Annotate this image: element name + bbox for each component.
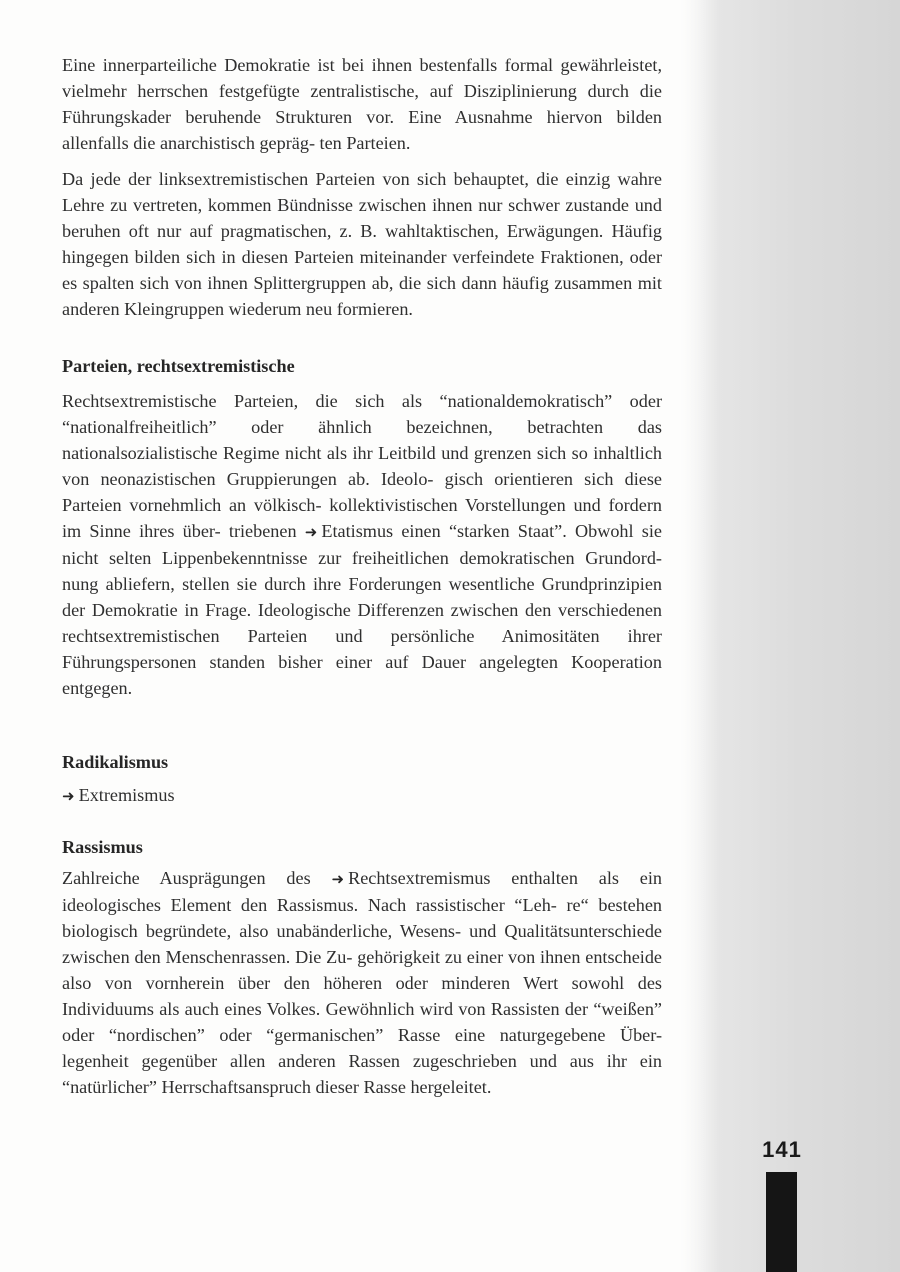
intro-paragraph-2: Da jede der linksextremistischen Parteien von sich behauptet, die einzig wahre Lehre zu vertreten, kommen Bündnisse zwischen ihnen nur schwer zustande und beruhen oft nur auf pragmatischen, z. B. wahltaktischen, Erwägungen. Häufig hingegen bilden sich in diesen Parteien miteinander verfeindete Fraktionen, oder es spalten sich von ihnen Splittergruppen ab, die sich dann häufig zusammen mit anderen Kleingruppen wiederum neu formieren. xyxy=(62,169,662,319)
cross-reference-arrow-icon: ➜ xyxy=(62,787,75,805)
parteien-text-part-b: Etatismus einen “starken Staat”. Obwohl sie nicht selten Lippenbekenntnisse zur freiheitlichen demokratischen Grundord- nung abliefern, stellen sie durch ihre Forderungen wesentliche Grundprinzipien der Demokratie in Frage. Ideologische Differenzen zwischen den verschiedenen rechtsextremistischen Parteien und persönliche Animositäten ihrer Führungspersonen standen bisher einer auf Dauer angelegten Kooperation entgegen. xyxy=(62,521,663,698)
heading-parteien-rechtsextremistische: Parteien, rechtsextremistische xyxy=(62,356,295,376)
rassismus-text-part-a: Zahlreiche Ausprägungen des xyxy=(62,868,311,888)
page-margin-shadow xyxy=(680,0,900,1272)
heading-rassismus: Rassismus xyxy=(62,837,143,857)
heading-radikalismus: Radikalismus xyxy=(62,752,169,772)
text-column xyxy=(62,52,662,1100)
parteien-text-part-a: Rechtsextremistische Parteien, die sich als “nationaldemokratisch” oder “nationalfreiheitlich” oder ähnlich bezeichnen, betrachten das nationalsozialistische Regime nicht als ihr Leitbild und grenzen sich so inhaltlich von neonazistischen Gruppierungen ab. Ideolo- gisch orientieren sich diese Parteien vornehmlich an völkisch- kollektivistischen Vorstellungen und fordern im Sinne ihres über- triebenen xyxy=(62,391,662,541)
rassismus-paragraph xyxy=(62,865,662,1100)
thumb-index-bar xyxy=(766,1172,797,1272)
radikalismus-ref-text: Extremismus xyxy=(78,785,175,805)
rassismus-text-part-b: Rechtsextremismus enthalten als ein ideologisches Element den Rassismus. Nach rassistischer “Leh- re“ bestehen biologisch begründete, also unabänderliche, Wesens- und Qualitätsunterschiede zwischen den Menschenrassen. Die Zu- gehörigkeit zu einer von ihnen entscheide also von vornherein über den höheren oder minderen Wert sowohl des Individuums als auch eines Volkes. Gewöhnlich wird von Rassisten der “weißen” oder “nordischen” oder “germanischen” Rasse eine naturgegebene Über- legenheit gegenüber allen anderen Rassen zugeschrieben und aus ihr ein “natürlicher” Herrschaftsanspruch dieser Rasse hergeleitet. xyxy=(62,868,663,1097)
parteien-paragraph xyxy=(62,388,662,701)
cross-reference-arrow-icon: ➜ xyxy=(331,870,345,888)
radikalismus-cross-reference xyxy=(62,782,662,809)
page-number: 141 xyxy=(762,1137,802,1162)
intro-paragraph-1: Eine innerparteiliche Demokratie ist bei ihnen bestenfalls formal gewährleistet, vielmehr herrschen festgefügte zentralistische, auf Disziplinierung durch die Führungskader beruhende Strukturen vor. Eine Ausnahme hiervon bilden allenfalls die anarchistisch gepräg- ten Parteien. xyxy=(62,55,662,153)
cross-reference-arrow-icon: ➜ xyxy=(304,523,318,541)
